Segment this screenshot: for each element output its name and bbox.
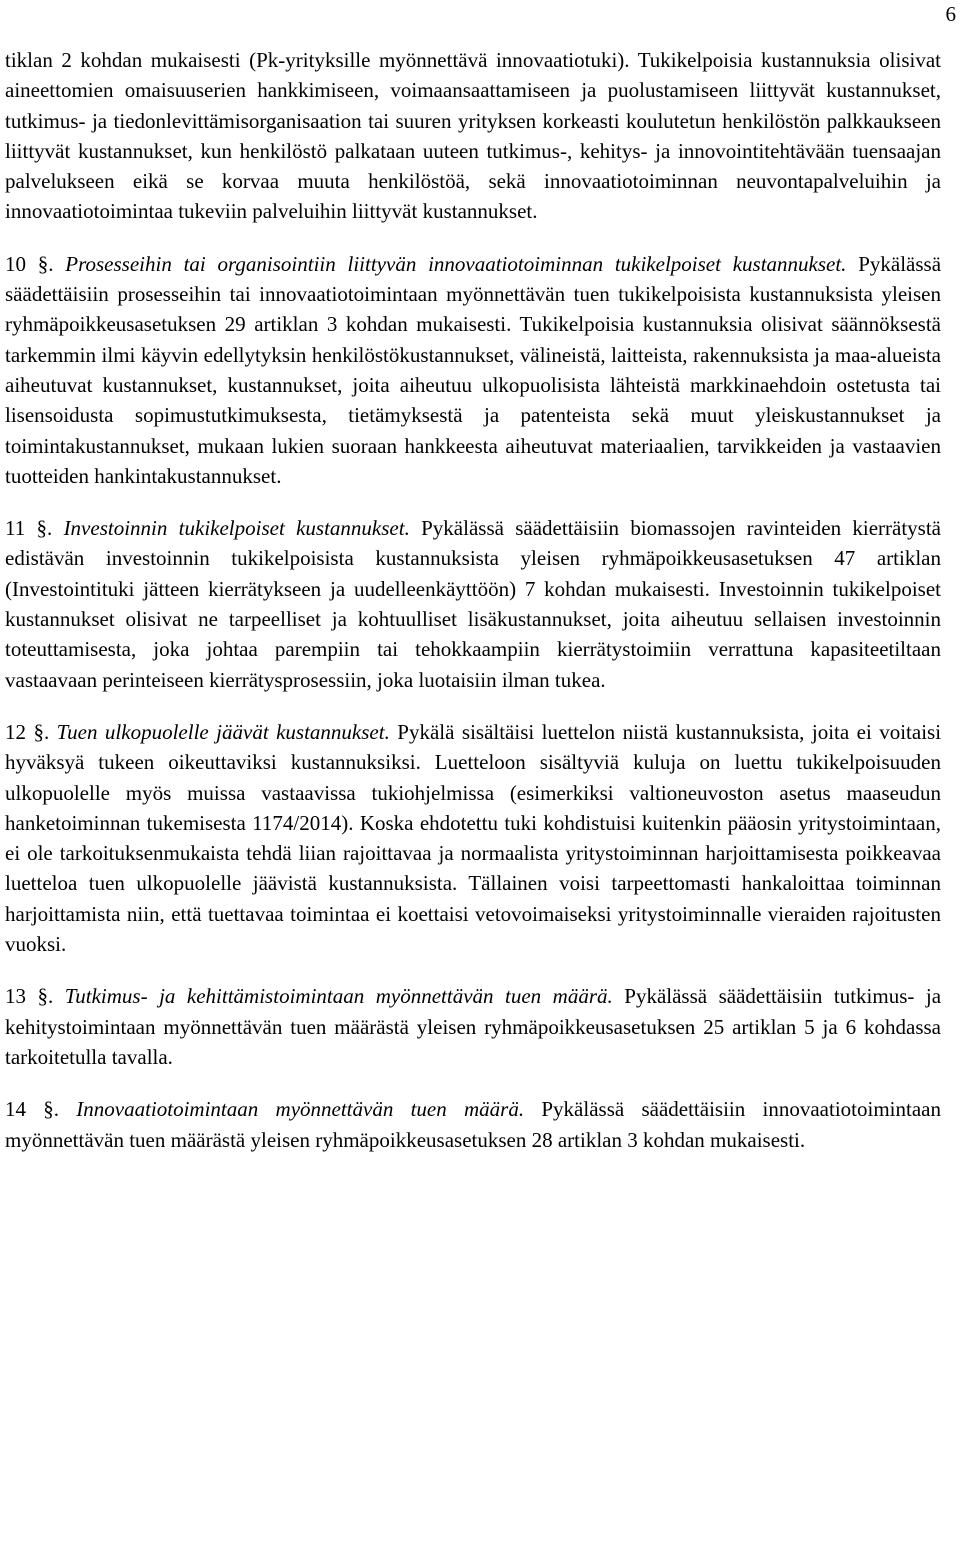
paragraph-text: Pykälässä säädettäisiin prosesseihin tai innovaatiotoimintaan myönnettävän tuen tukikelpoisista kustannuksista yleisen ryhmäpoikkeusasetuksen 29 artiklan 3 kohdan mukaisesti. Tukikelpoisia kustannuksia olisivat säännöksestä tarkemmin ilmi käyvin edellytyksin henkilöstökustannukset, välineistä, laitteista, rakennuksista ja maa-alueista aiheutuvat kustannukset, kustannukset, joita aiheutuu ulkopuolisista lähteistä markkinaehdoin ostetusta tai lisensoidusta sopimustutkimuksesta, tietämyksestä ja patenteista sekä muut yleiskustannukset ja toimintakustannukset, mukaan lukien suoraan hankkeesta aiheutuvat materiaalien, tarvikkeiden ja vastaavien tuotteiden hankintakustannukset.: [5, 251, 942, 488]
paragraph-text: tiklan 2 kohdan mukaisesti (Pk-yrityksille myönnettävä innovaatiotuki). Tukikelpoisia kustannuksia olisivat aineettomien omaisuuserien hankkimiseen, voimaansaattamiseen ja puolustamiseen liittyvät kustannukset, tutkimus- ja tiedonlevittämisorganisaation tai suuren yrityksen korkeasti koulutetun henkilöstön palkkaukseen liittyvät kustannukset, kun henkilöstö palkataan uuteen tutkimus-, kehitys- ja innovointitehtävään tuensaajan palvelukseen eikä se korvaa muuta henkilöstöä, sekä innovaatiotoiminnan neuvontapalveluihin ja innovaatiotoimintaa tukeviin palveluihin liittyvät kustannukset.: [5, 48, 941, 224]
page-number: 6: [945, 2, 956, 26]
section-number: 12 §.: [5, 719, 50, 744]
paragraph-text: Pykälässä säädettäisiin biomassojen ravinteiden kierrätystä edistävän investoinnin tukikelpoisista kustannuksista yleisen ryhmäpoikkeusasetuksen 47 artiklan (Investointituki jätteen kierrätykseen ja uudelleenkäyttöön) 7 kohdan mukaisesti. Investoinnin tukikelpoiset kustannukset olisivat ne tarpeelliset ja kohtuulliset lisäkustannukset, joita aiheutuu sellaisen investoinnin toteuttamisesta, joka johtaa parempiin tai tehokkaampiin kierrätystoimiin verrattuna kapasiteetiltaan vastaavaan perinteiseen kierrätysprosessiin, joka luotaisiin ilman tukea.: [5, 516, 941, 692]
section-heading: Tutkimus- ja kehittämistoimintaan myönnettävän tuen määrä.: [64, 984, 613, 1009]
paragraph-text: Pykälässä säädettäisiin innovaatiotoimintaan myönnettävän tuen määrästä yleisen ryhmäpoikkeusasetuksen 28 artiklan 3 kohdan mukaisesti.: [5, 1097, 941, 1152]
section-number: 14 §.: [5, 1097, 60, 1122]
section-heading: Tuen ulkopuolelle jäävät kustannukset.: [56, 719, 390, 744]
section-number: 13 §.: [5, 984, 54, 1009]
paragraph-section-11: [5, 513, 941, 695]
paragraph-text: Pykälä sisältäisi luettelon niistä kustannuksista, joita ei voitaisi hyväksyä tukeen oikeuttaviksi kustannuksiksi. Luetteloon sisältyviä kuluja on luettu tukikelpoisuuden ulkopuolelle myös muissa vastaavissa tukiohjelmissa (esimerkiksi valtioneuvoston asetus maaseudun hanketoiminnan tukemisesta 1174/2014). Koska ehdotettu tuki kohdistuisi kuitenkin pääosin yritystoimintaan, ei ole tarkoituksenmukaista tehdä liian rajoittavaa ja normaalista yritystoiminnan harjoittamisesta poikkeavaa luetteloa tuen ulkopuolelle jäävistä kustannuksista. Tällainen voisi tarpeettomasti hankaloittaa toiminnan harjoittamista niin, että tuettavaa toimintaa ei koettaisi vetovoimaiseksi yritystoiminnalle vieraiden rajoitusten vuoksi.: [5, 719, 942, 957]
section-number: 10 §.: [5, 251, 54, 276]
paragraph-section-12: [5, 717, 941, 959]
paragraph-section-10: [5, 249, 941, 491]
paragraph-section-14: [5, 1094, 941, 1155]
section-heading: Investoinnin tukikelpoiset kustannukset.: [63, 516, 410, 541]
paragraph-section-13: [5, 981, 941, 1072]
document-body: [5, 45, 941, 1155]
section-heading: Innovaatiotoimintaan myönnettävän tuen määrä.: [76, 1097, 525, 1122]
section-number: 11 §.: [5, 516, 53, 541]
paragraph-continuation: [5, 45, 941, 227]
paragraph-text: Pykälässä säädettäisiin tutkimus- ja kehitystoimintaan myönnettävän tuen määrästä yleisen ryhmäpoikkeusasetuksen 25 artiklan 5 ja 6 kohdassa tarkoitetulla tavalla.: [5, 984, 942, 1069]
section-heading: Prosesseihin tai organisointiin liittyvän innovaatiotoiminnan tukikelpoiset kustannukset.: [65, 251, 847, 276]
